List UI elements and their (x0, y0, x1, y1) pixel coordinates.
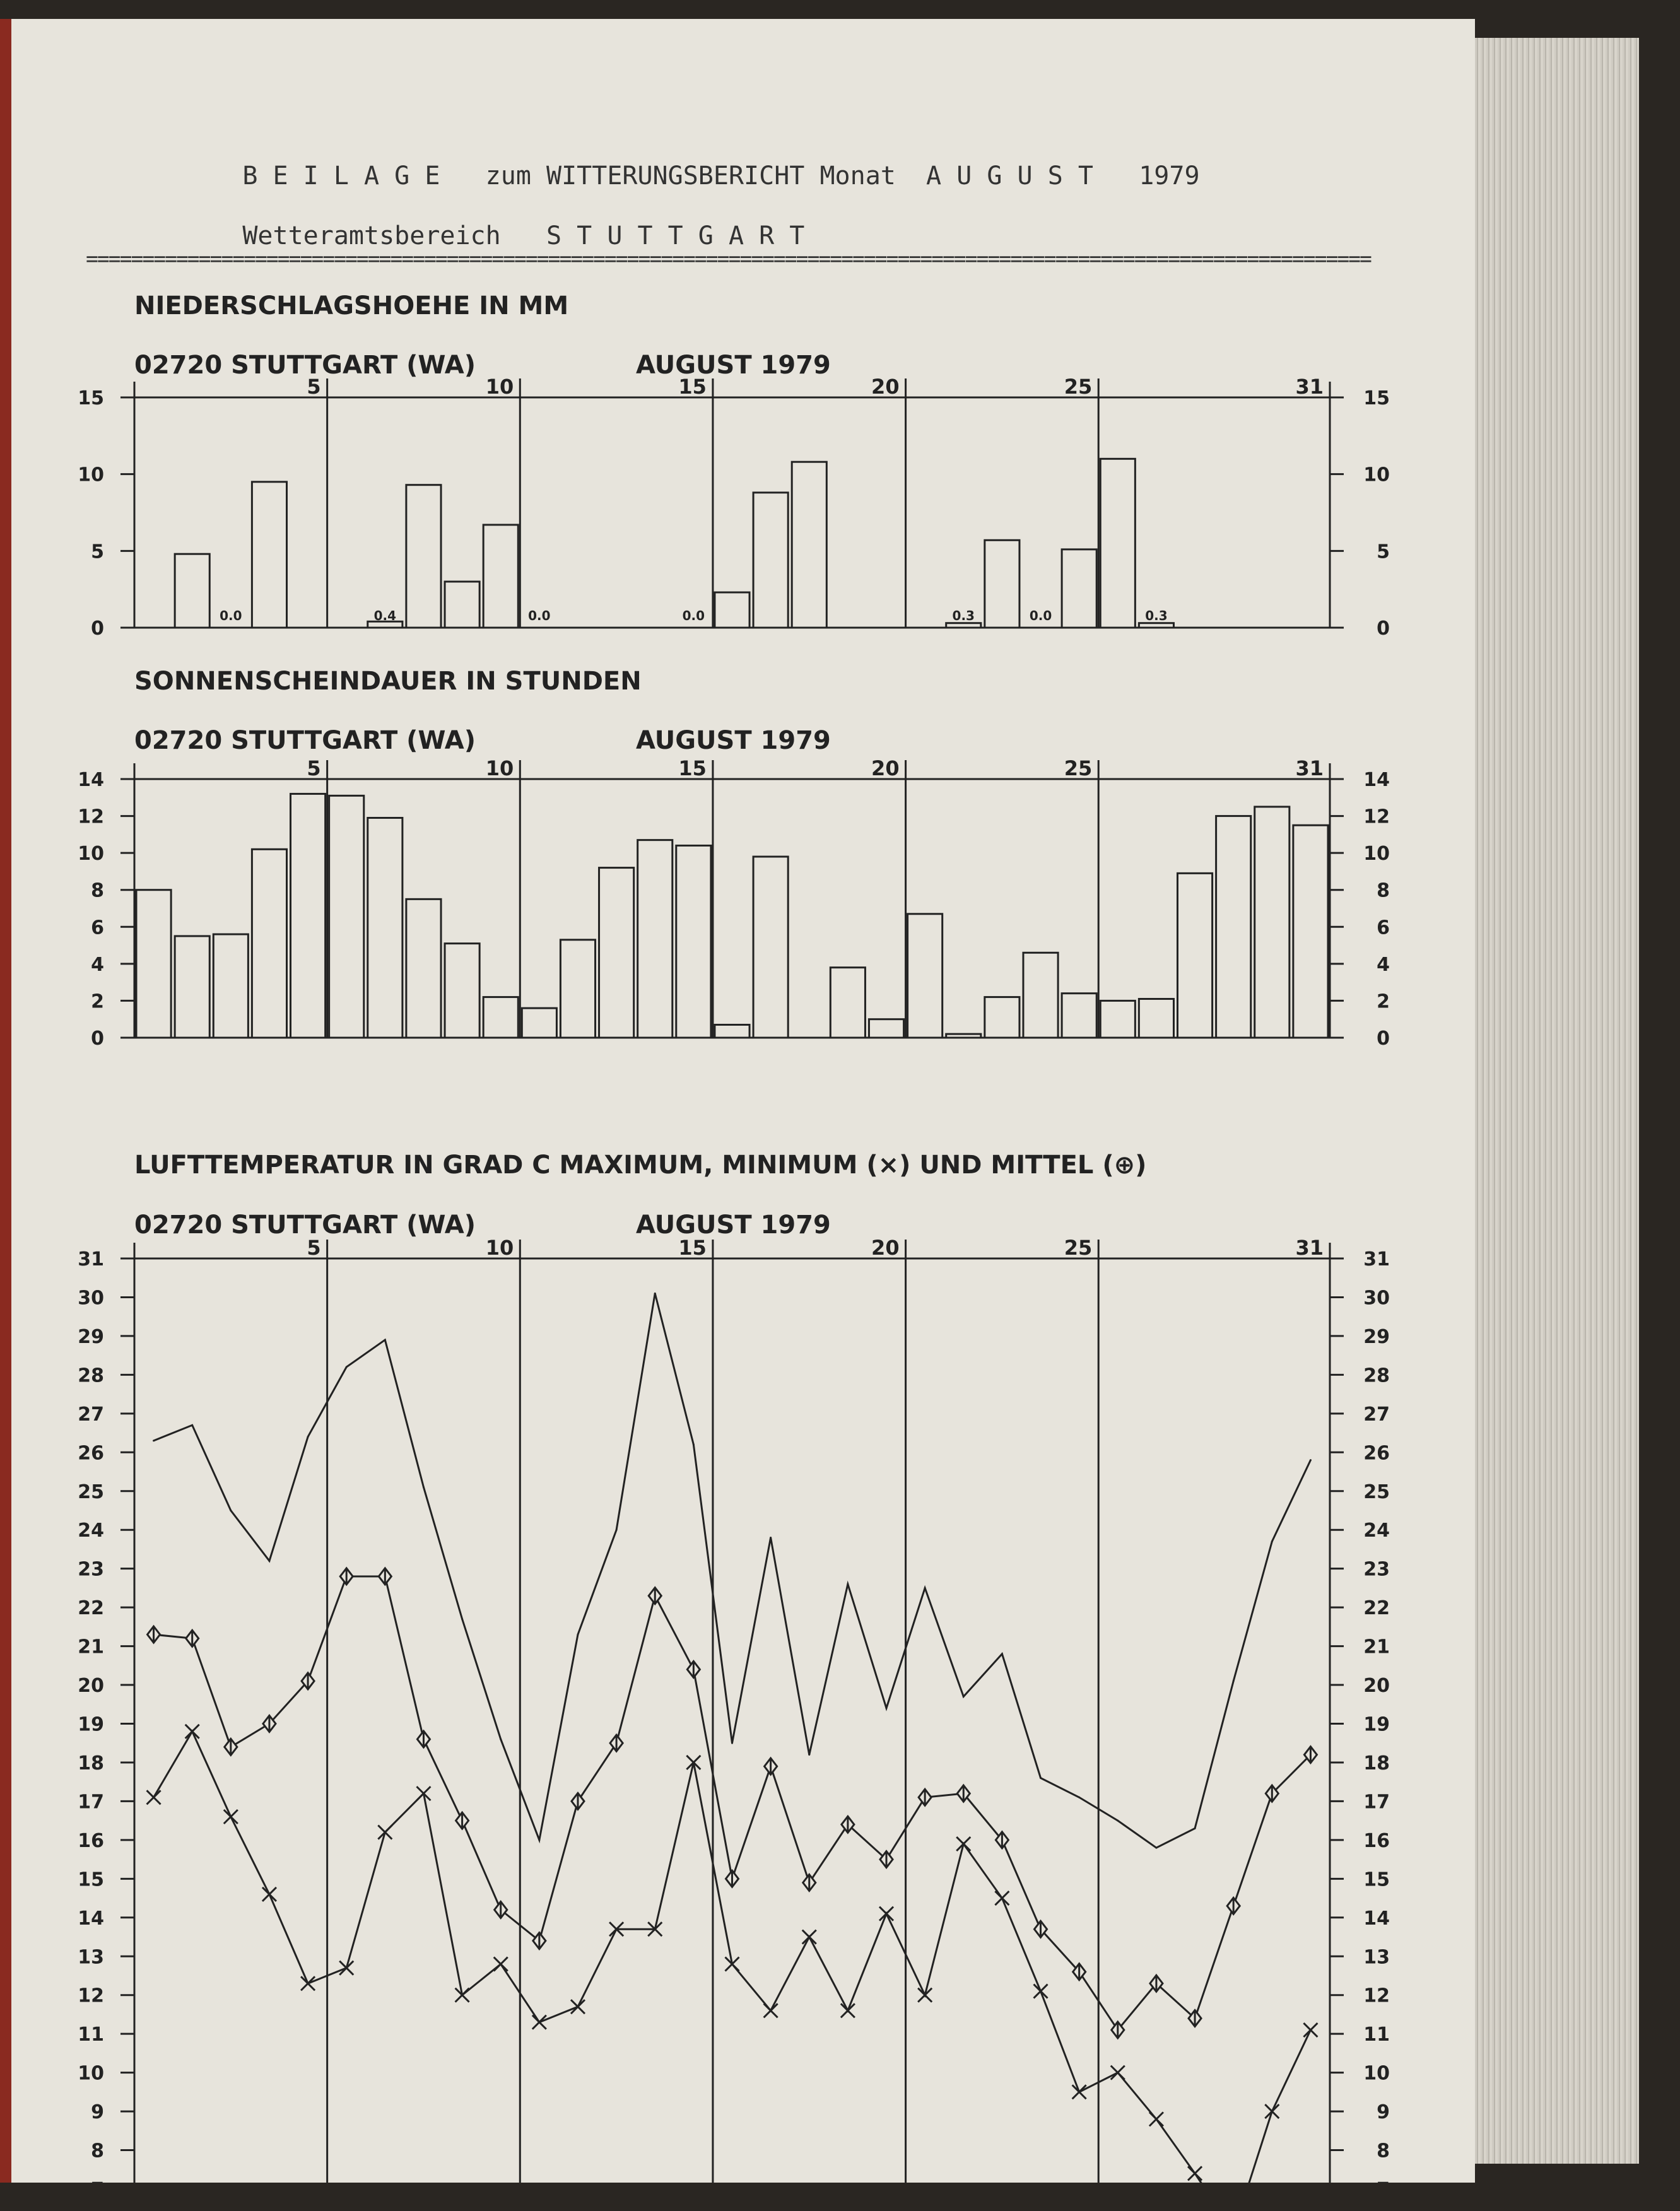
chart-title: NIEDERSCHLAGSHOEHE IN MM (134, 291, 569, 320)
bar-day-1 (136, 890, 171, 1038)
mean-marker-day-6 (340, 1568, 353, 1585)
max-point-day-18 (808, 1754, 810, 1756)
y-tick-label-left: 9 (91, 2101, 104, 2124)
max-point-day-15 (693, 1444, 695, 1446)
bar-day-8 (406, 485, 441, 628)
y-tick-label-right: 12 (1363, 806, 1390, 828)
y-tick-label-left: 30 (78, 1287, 104, 1310)
header-year: 1979 (1139, 161, 1200, 191)
y-tick-label-left: 10 (78, 2062, 104, 2085)
mean-marker-day-8 (417, 1731, 430, 1747)
bar-day-24 (1023, 953, 1058, 1038)
bar-day-4 (252, 849, 286, 1038)
y-tick-label-right: 2 (1377, 990, 1390, 1013)
y-tick-label-right: 8 (1377, 879, 1390, 902)
max-point-day-17 (770, 1537, 772, 1539)
y-tick-label-right: 12 (1363, 1985, 1390, 2007)
chart-title: SONNENSCHEINDAUER IN STUNDEN (134, 667, 642, 696)
y-tick-label-right: 14 (1363, 769, 1390, 791)
y-tick-label-left: 10 (78, 464, 104, 486)
y-tick-label-right: 18 (1363, 1752, 1390, 1774)
header-zum: zum WITTERUNGSBERICHT Monat (485, 161, 896, 191)
mean-marker-day-2 (186, 1630, 199, 1646)
day-tick-label: 31 (1295, 1236, 1324, 1260)
day-tick-label: 10 (485, 1236, 514, 1260)
day-tick-label: 20 (871, 756, 900, 780)
bar-day-30 (1255, 807, 1289, 1038)
day-tick-label: 20 (871, 375, 900, 399)
bar-day-23 (985, 540, 1019, 628)
y-tick-label-right: 27 (1363, 1403, 1390, 1426)
min-marker-day-6 (339, 1961, 353, 1975)
y-tick-label-left: 0 (91, 1028, 104, 1050)
y-tick-label-left: 13 (78, 1946, 104, 1969)
y-tick-label-right: 28 (1363, 1364, 1390, 1387)
bar-day-23 (985, 997, 1019, 1038)
bar-value-label: 0.3 (1145, 608, 1168, 623)
max-point-day-30 (1271, 1540, 1273, 1542)
y-tick-label-left: 19 (78, 1713, 104, 1736)
min-marker-day-25 (1072, 2085, 1086, 2099)
mean-marker-day-1 (148, 1626, 160, 1643)
bar-day-31 (1293, 825, 1328, 1038)
bar-value-label: 0.0 (682, 608, 705, 623)
min-marker-day-18 (802, 1930, 816, 1944)
max-point-day-8 (423, 1486, 425, 1488)
mean-marker-day-9 (456, 1812, 469, 1829)
day-tick-label: 25 (1064, 756, 1093, 780)
y-tick-label-right: 21 (1363, 1636, 1390, 1658)
day-tick-label: 10 (485, 375, 514, 399)
subheader-label: Wetteramtsbereich (242, 221, 501, 250)
max-point-day-14 (654, 1293, 656, 1294)
y-tick-label-left: 26 (78, 1442, 104, 1465)
bar-day-3 (213, 934, 248, 1038)
min-marker-day-30 (1265, 2104, 1279, 2118)
day-tick-label: 31 (1295, 375, 1324, 399)
mean-marker-day-15 (687, 1661, 700, 1677)
day-tick-label: 31 (1295, 756, 1324, 780)
y-tick-label-left: 17 (78, 1791, 104, 1814)
max-point-day-12 (577, 1634, 579, 1636)
min-marker-day-2 (185, 1725, 199, 1739)
max-point-day-7 (384, 1339, 386, 1341)
bar-day-15 (676, 845, 711, 1038)
bar-day-20 (869, 1019, 903, 1038)
bar-value-label: 0.4 (373, 608, 397, 623)
bar-day-7 (368, 818, 402, 1038)
bar-day-28 (1177, 873, 1212, 1038)
y-tick-label-right: 6 (1377, 917, 1390, 939)
min-marker-day-31 (1303, 2023, 1317, 2037)
min-marker-day-27 (1149, 2112, 1163, 2126)
y-tick-label-left: 28 (78, 1364, 104, 1387)
y-tick-label-right: 15 (1363, 1868, 1390, 1891)
max-point-day-22 (963, 1696, 965, 1698)
min-marker-day-23 (995, 1891, 1009, 1905)
chart-period: AUGUST 1979 (636, 1211, 831, 1240)
bar-day-10 (483, 997, 518, 1038)
y-tick-label-left: 18 (78, 1752, 104, 1774)
y-tick-label-left: 12 (78, 806, 104, 828)
y-tick-label-left: 7 (91, 2179, 104, 2201)
max-point-day-26 (1117, 1820, 1119, 1822)
bar-day-26 (1100, 1000, 1135, 1038)
bar-day-11 (522, 1008, 556, 1038)
separator-line: ================================================================================================================== (86, 246, 1371, 271)
max-point-day-24 (1040, 1777, 1042, 1779)
max-point-day-1 (153, 1440, 155, 1441)
header-month: A U G U S T (926, 161, 1093, 191)
min-marker-day-21 (918, 1988, 932, 2002)
max-point-day-29 (1233, 1680, 1235, 1682)
min-marker-day-26 (1111, 2066, 1125, 2080)
y-tick-label-right: 29 (1363, 1325, 1390, 1348)
subheader-city: S T U T T G A R T (546, 221, 805, 250)
mean-marker-day-7 (379, 1568, 391, 1585)
y-tick-label-right: 11 (1363, 2024, 1390, 2046)
day-tick-label: 5 (307, 375, 321, 399)
min-marker-day-10 (494, 1957, 508, 1971)
bar-day-22 (946, 623, 981, 628)
y-tick-label-left: 4 (91, 953, 104, 976)
y-tick-label-right: 25 (1363, 1481, 1390, 1503)
max-point-day-4 (268, 1560, 270, 1562)
bar-day-22 (946, 1034, 981, 1038)
y-tick-label-right: 19 (1363, 1713, 1390, 1736)
bar-day-5 (291, 794, 326, 1038)
mean-marker-day-28 (1189, 2010, 1201, 2027)
max-point-day-13 (616, 1529, 618, 1531)
mean-marker-day-3 (225, 1739, 237, 1755)
bar-value-label: 0.0 (528, 608, 551, 623)
max-point-day-16 (731, 1742, 733, 1744)
bar-day-18 (792, 462, 826, 628)
min-marker-day-19 (841, 2003, 855, 2017)
bar-day-14 (638, 840, 673, 1038)
y-tick-label-left: 16 (78, 1829, 104, 1852)
min-marker-day-1 (147, 1790, 161, 1804)
y-tick-label-right: 4 (1377, 953, 1390, 976)
day-tick-label: 20 (871, 1236, 900, 1260)
min-marker-day-7 (378, 1826, 392, 1839)
bar-day-21 (908, 914, 943, 1038)
bar-value-label: 0.3 (952, 608, 975, 623)
y-tick-label-right: 14 (1363, 1907, 1390, 1930)
min-marker-day-11 (532, 2015, 546, 2029)
day-tick-label: 15 (678, 375, 707, 399)
bar-day-8 (406, 899, 441, 1038)
y-tick-label-left: 5 (91, 541, 104, 563)
max-point-day-3 (230, 1510, 232, 1511)
y-tick-label-right: 8 (1377, 2140, 1390, 2162)
bar-day-12 (560, 940, 595, 1038)
y-tick-label-right: 26 (1363, 1442, 1390, 1465)
max-point-day-10 (500, 1739, 502, 1740)
y-tick-label-left: 15 (78, 1868, 104, 1891)
chart-period: AUGUST 1979 (636, 726, 831, 755)
y-tick-label-right: 9 (1377, 2101, 1390, 2124)
min-marker-day-22 (956, 1837, 970, 1851)
bar-day-27 (1139, 623, 1173, 628)
y-tick-label-left: 14 (78, 769, 104, 791)
report-page (11, 19, 1475, 2201)
chart-period: AUGUST 1979 (636, 351, 831, 380)
y-tick-label-right: 31 (1363, 1248, 1390, 1270)
bar-value-label: 0.0 (1029, 608, 1052, 623)
min-marker-day-28 (1188, 2166, 1202, 2180)
bar-day-10 (483, 525, 518, 628)
bar-day-2 (175, 936, 209, 1038)
y-tick-label-left: 6 (91, 917, 104, 939)
y-tick-label-right: 0 (1377, 618, 1390, 640)
y-tick-label-right: 10 (1363, 843, 1390, 865)
day-tick-label: 25 (1064, 1236, 1093, 1260)
header-beilage: B E I L A G E (242, 161, 440, 191)
bar-day-16 (715, 592, 749, 628)
y-tick-label-left: 22 (78, 1597, 104, 1620)
bar-day-17 (753, 857, 788, 1038)
max-point-day-31 (1310, 1459, 1312, 1461)
max-point-day-25 (1078, 1797, 1080, 1798)
bar-day-13 (599, 868, 634, 1038)
y-tick-label-left: 25 (78, 1481, 104, 1503)
day-tick-label: 15 (678, 756, 707, 780)
max-point-day-9 (461, 1618, 463, 1620)
bar-day-6 (329, 795, 364, 1038)
chart-station: 02720 STUTTGART (WA) (134, 351, 476, 380)
max-point-day-27 (1155, 1847, 1157, 1849)
bar-day-2 (175, 554, 209, 628)
min-marker-day-12 (571, 2000, 585, 2014)
chart-2-plot (120, 760, 1344, 1038)
y-tick-label-right: 15 (1363, 387, 1390, 409)
chart-3-plot (120, 1240, 1344, 2183)
day-tick-label: 5 (307, 756, 321, 780)
max-point-day-6 (346, 1366, 348, 1368)
y-tick-label-right: 10 (1363, 464, 1390, 486)
day-tick-label: 25 (1064, 375, 1093, 399)
y-tick-label-right: 17 (1363, 1791, 1390, 1814)
y-tick-label-left: 0 (91, 618, 104, 640)
book-spine (0, 19, 11, 2183)
min-marker-day-24 (1034, 1985, 1048, 1998)
bar-day-9 (445, 582, 479, 628)
max-point-day-19 (847, 1583, 849, 1585)
y-tick-label-right: 7 (1377, 2179, 1390, 2201)
y-tick-label-right: 0 (1377, 1028, 1390, 1050)
y-tick-label-left: 31 (78, 1248, 104, 1270)
y-tick-label-left: 20 (78, 1675, 104, 1698)
mean-marker-day-10 (495, 1902, 507, 1918)
max-point-day-20 (886, 1707, 888, 1709)
min-marker-day-3 (224, 1810, 238, 1824)
bar-day-26 (1100, 459, 1135, 628)
page-edges (1475, 38, 1639, 2164)
mean-marker-day-29 (1227, 1897, 1240, 1914)
day-tick-label: 5 (307, 1236, 321, 1260)
y-tick-label-left: 11 (78, 2024, 104, 2046)
bar-day-4 (252, 482, 286, 628)
y-tick-label-right: 24 (1363, 1520, 1390, 1542)
chart-station: 02720 STUTTGART (WA) (134, 726, 476, 755)
y-tick-label-left: 14 (78, 1907, 104, 1930)
y-tick-label-left: 2 (91, 990, 104, 1013)
max-point-day-2 (191, 1424, 193, 1426)
bar-day-25 (1062, 549, 1096, 628)
bar-day-19 (830, 968, 865, 1038)
y-tick-label-left: 8 (91, 879, 104, 902)
y-tick-label-left: 15 (78, 387, 104, 409)
bar-day-16 (715, 1025, 749, 1038)
bar-day-27 (1139, 999, 1173, 1038)
mean-marker-day-14 (649, 1588, 661, 1604)
y-tick-label-right: 23 (1363, 1558, 1390, 1581)
max-point-day-5 (307, 1436, 309, 1438)
max-point-day-28 (1194, 1827, 1196, 1829)
mean-marker-day-17 (765, 1758, 777, 1774)
y-tick-label-left: 23 (78, 1558, 104, 1581)
y-tick-label-left: 12 (78, 1985, 104, 2007)
bar-value-label: 0.0 (220, 608, 242, 623)
y-tick-label-right: 16 (1363, 1829, 1390, 1852)
y-tick-label-left: 21 (78, 1636, 104, 1658)
chart-1-plot (120, 378, 1344, 628)
y-tick-label-right: 30 (1363, 1287, 1390, 1310)
mean-marker-day-16 (726, 1870, 739, 1887)
weather-charts (11, 19, 1475, 2201)
max-point-day-21 (924, 1587, 926, 1589)
y-tick-label-right: 10 (1363, 2062, 1390, 2085)
chart-station: 02720 STUTTGART (WA) (134, 1211, 476, 1240)
y-tick-label-left: 27 (78, 1403, 104, 1426)
y-tick-label-left: 24 (78, 1520, 104, 1542)
max-point-day-11 (538, 1839, 540, 1841)
min-marker-day-5 (301, 1976, 315, 1990)
bar-day-25 (1062, 994, 1096, 1038)
chart-title: LUFTTEMPERATUR IN GRAD C MAXIMUM, MINIMUM (×) UND MITTEL (⊕) (134, 1151, 1147, 1180)
y-tick-label-right: 13 (1363, 1946, 1390, 1969)
min-marker-day-4 (262, 1887, 276, 1901)
y-tick-label-right: 20 (1363, 1675, 1390, 1698)
y-tick-label-left: 8 (91, 2140, 104, 2162)
y-tick-label-left: 29 (78, 1325, 104, 1348)
day-tick-label: 10 (485, 756, 514, 780)
bar-day-29 (1216, 816, 1251, 1038)
day-tick-label: 15 (678, 1236, 707, 1260)
bar-day-17 (753, 493, 788, 628)
mean-marker-day-11 (533, 1933, 546, 1949)
max-point-day-23 (1001, 1653, 1003, 1655)
bar-day-9 (445, 944, 479, 1038)
y-tick-label-left: 10 (78, 843, 104, 865)
min-marker-day-20 (879, 1907, 893, 1921)
y-tick-label-right: 22 (1363, 1597, 1390, 1620)
min-marker-day-17 (764, 2003, 778, 2017)
y-tick-label-right: 5 (1377, 541, 1390, 563)
